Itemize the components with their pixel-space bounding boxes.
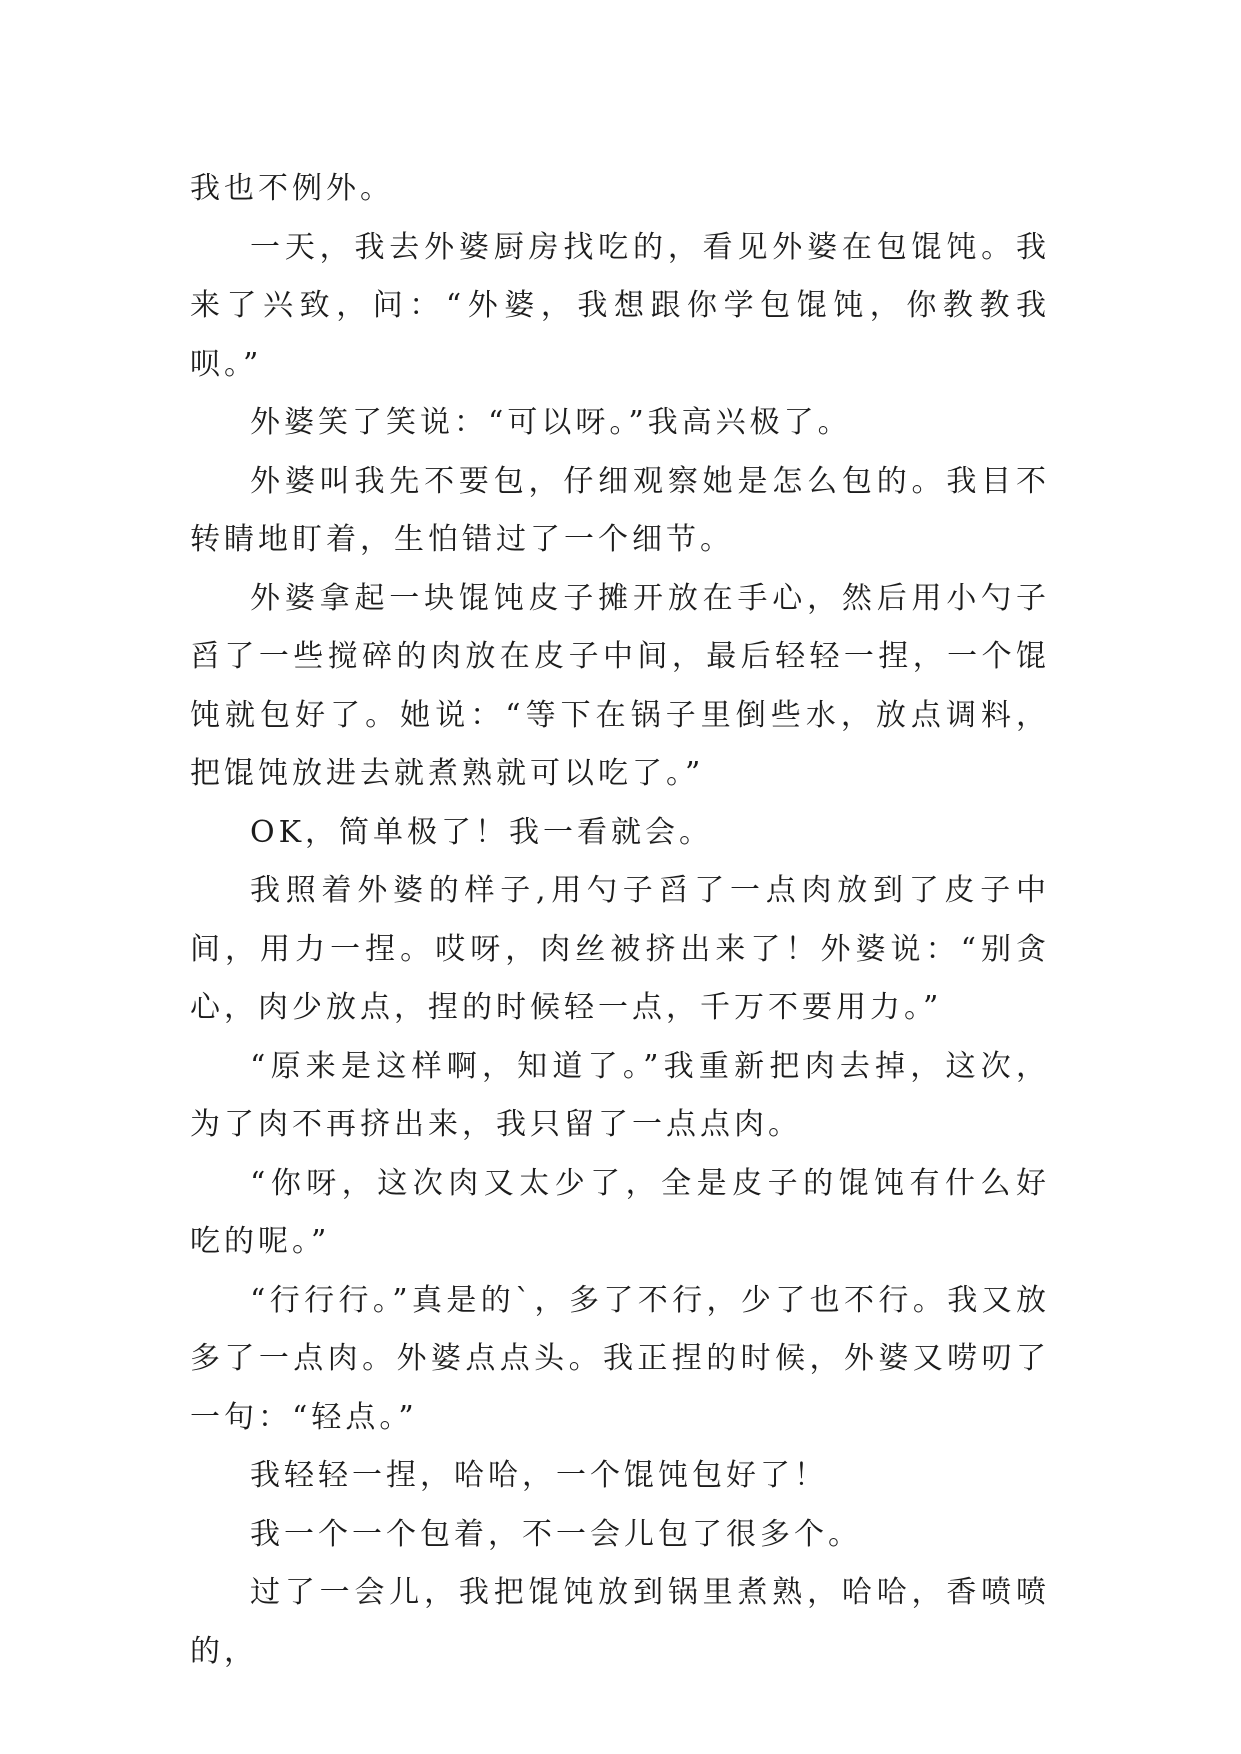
paragraph-7: 我照着外婆的样子,用勺子舀了一点肉放到了皮子中间，用力一捏。哎呀，肉丝被挤出来了！外婆说：“别贪心，肉少放点，捏的时候轻一点，千万不要用力。” [190,873,1050,1025]
paragraph-1: 我也不例外。 [190,171,394,206]
paragraph-8: “原来是这样啊，知道了。”我重新把肉去掉，这次，为了肉不再挤出来，我只留了一点点肉。 [190,1048,1050,1142]
paragraph-11: 我轻轻一捏，哈哈，一个馄饨包好了！ [250,1458,828,1493]
paragraph-4: 外婆叫我先不要包，仔细观察她是怎么包的。我目不转睛地盯着，生怕错过了一个细节。 [190,463,1050,557]
paragraph-12: 我一个一个包着，不一会儿包了很多个。 [250,1516,862,1552]
paragraph-2: 一天，我去外婆厨房找吃的，看见外婆在包馄饨。我来了兴致，问：“外婆，我想跟你学包馄饨，你教教我呗。” [190,229,1050,382]
paragraph-6: OK，简单极了！我一看就会。 [250,814,714,850]
paragraph-10: “行行行。”真是的`，多了不行，少了也不行。我又放多了一点肉。外婆点点头。我正捏的时候，外婆又唠叨了一句：“轻点。” [190,1282,1050,1435]
paragraph-9: “你呀，这次肉又太少了，全是皮子的馄饨有什么好吃的呢。” [190,1165,1050,1259]
document-body [190,160,1050,1681]
paragraph-5: 外婆拿起一块馄饨皮子摊开放在手心，然后用小勺子舀了一些搅碎的肉放在皮子中间，最后轻轻一捏，一个馄饨就包好了。她说：“等下在锅子里倒些水，放点调料，把馄饨放进去就煮熟就可以吃了。” [190,580,1050,791]
paragraph-13: 过了一会儿，我把馄饨放到锅里煮熟，哈哈，香喷喷的， [190,1575,1050,1669]
paragraph-3: 外婆笑了笑说：“可以呀。”我高兴极了。 [250,405,852,440]
